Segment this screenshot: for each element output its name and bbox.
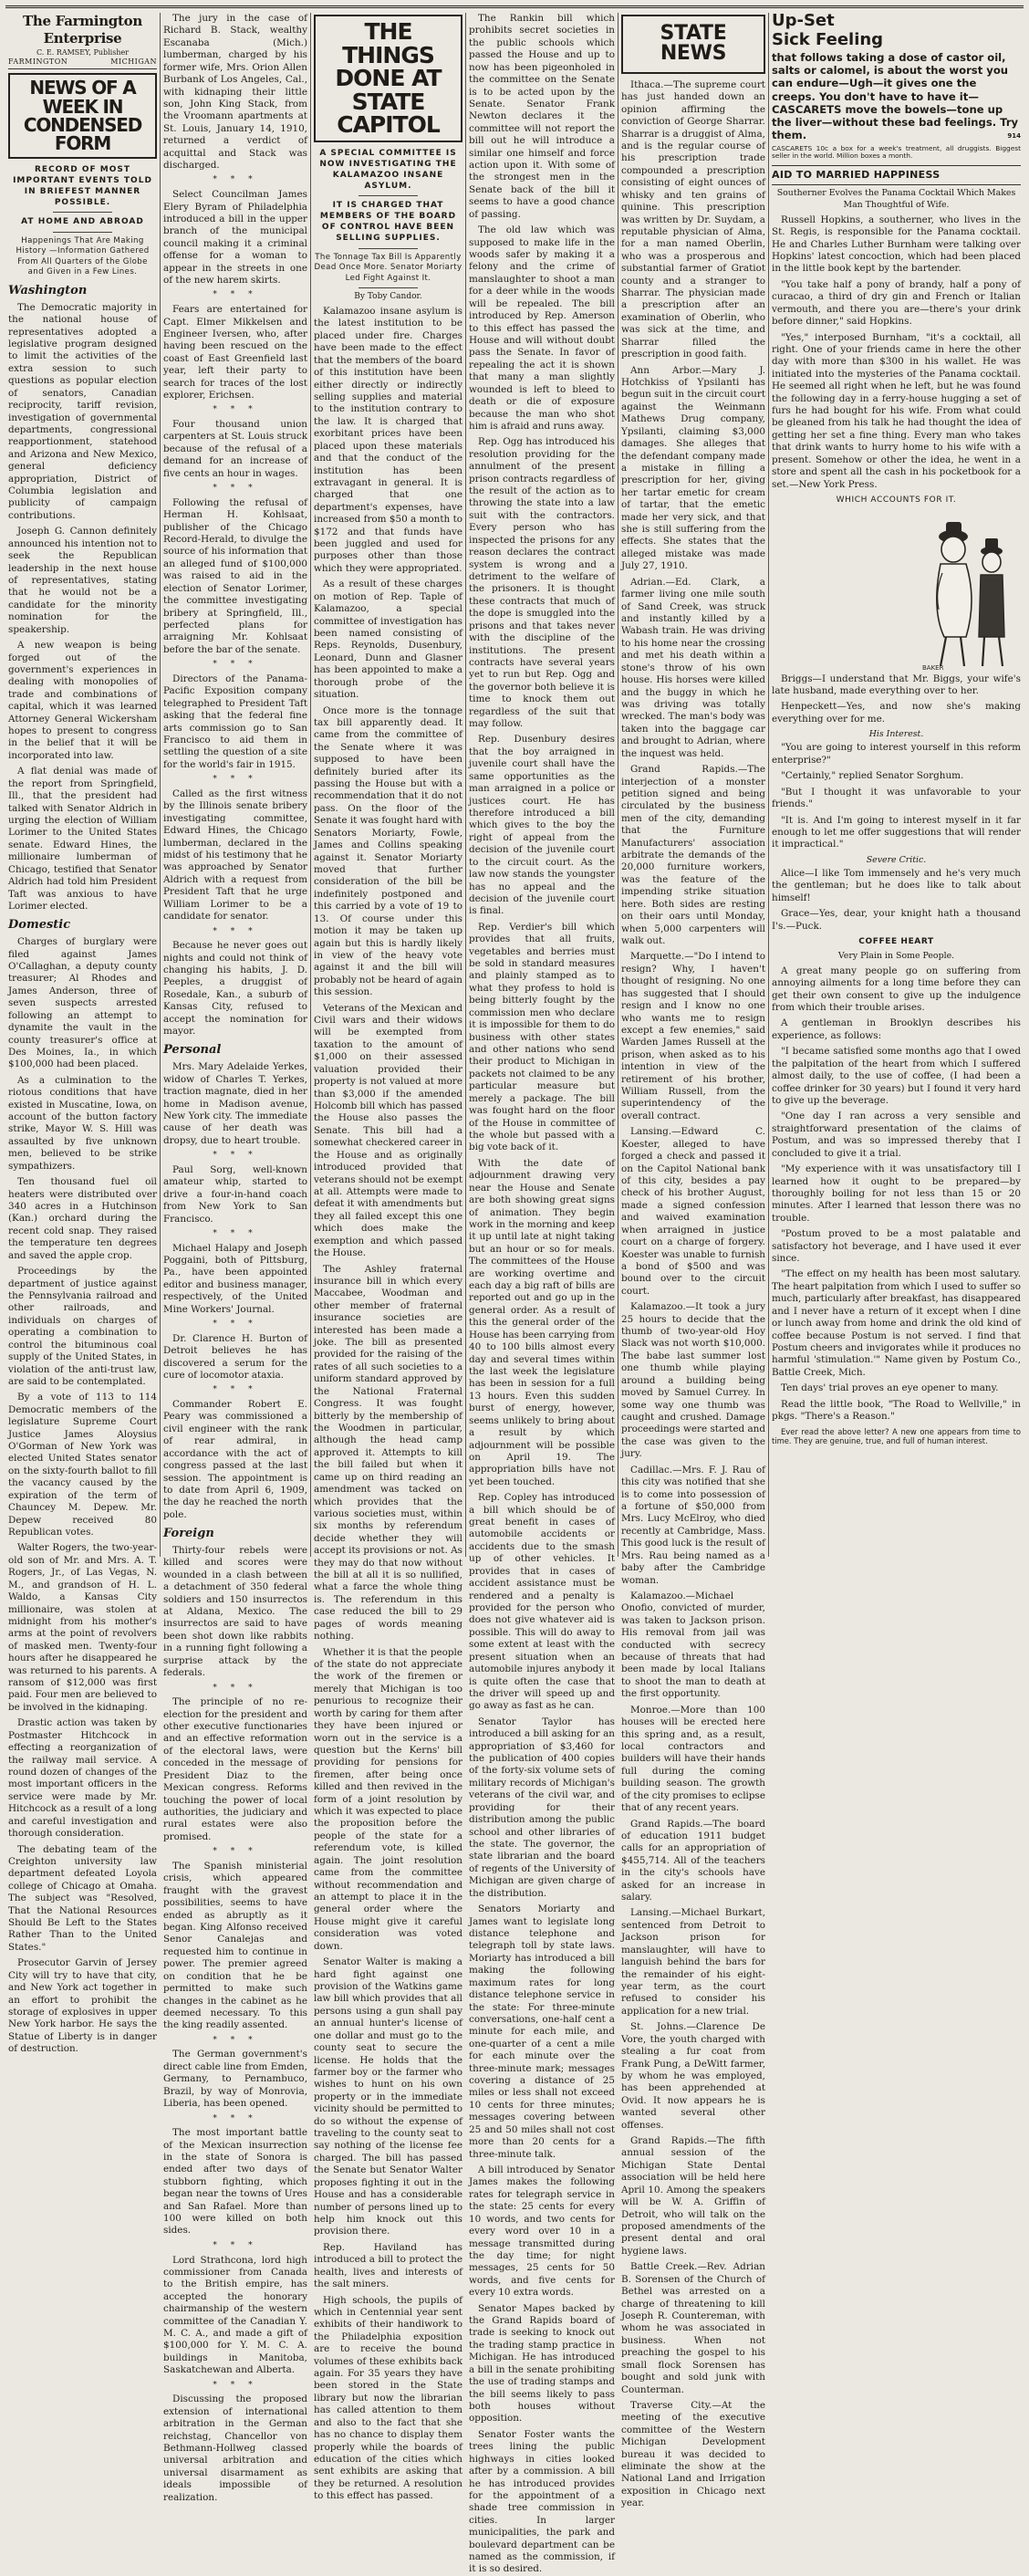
headline-state-news: STATE NEWS <box>621 15 765 74</box>
ad-body-text: that follows taking a dose of castor oil, salts or calomel, is about the worst you can endure—Ugh—it gives one the creeps. You don't have to have it—CASCARETS move the bowels—tone up the liver—without these bad feelings. Try them. <box>772 50 1019 142</box>
separator-stars: * * * <box>213 1319 258 1330</box>
article-paragraph: "One day I ran across a very sensible and straightforward presentation of the claims of Postum, and was so impressed thereby that I concluded to give it a trial. <box>772 1111 1021 1159</box>
news-item: Ithaca.—The supreme court has just handed down an opinion affirming the conviction of George Sharrar. Sharrar is a druggist of Alma, and is the regular course of his prescription trade compounded a prescription consisting of eight ounces of whisky and ten grains of quinine. This prescription was written by Dr. Suydam, a reputable physician of Alma, for a man named Oberlin, who was a prosperous and substantial farmer of Gratiot county and a stranger to Sharrar. The physician made a prescription after an examination of Oberlin, who was sick at the time, and Sharrar filled the prescription in good faith. <box>621 78 765 360</box>
separator-stars: * * * <box>213 290 258 300</box>
separator-stars: * * * <box>213 2113 258 2123</box>
article-paragraph: Whether it is that the people of the state do not appreciate the work of the firemen or merely that Michigan is too penurious to recognize their worth by caring for them after they have been injured or worn out in the service is a question but the Kerns' bill providing for pensions for firemen, after being once killed and then revived in the form of a joint resolution by which it was expected to place the proposition before the people of the state for a referendum vote, is killed again. The joint resolution came from the committee without recommendation and an attempt to place it in the general order where the House might give it careful consideration was voted down. <box>314 1646 463 1952</box>
deck-charged: IT IS CHARGED THAT MEMBERS OF THE BOARD OF CONTROL HAVE BEEN SELLING SUPPLIES. <box>319 201 457 244</box>
separator-stars: * * * <box>213 2240 258 2250</box>
article-paragraph: Read the little book, "The Road to Wellville," in pkgs. "There's a Reason." <box>772 1398 1021 1423</box>
deck-record: RECORD OF MOST IMPORTANT EVENTS TOLD IN BRIEFEST MANNER POSSIBLE. <box>13 164 152 208</box>
article-paragraph: Michael Halapy and Joseph Poggaini, both of Pittsburg, Pa., have been appointed editor and business manager, respectively, of the United Mine Workers' Journal. <box>163 1242 307 1315</box>
article-paragraph: Grace—Yes, dear, your knight hath a thousand I's.—Puck. <box>772 908 1021 932</box>
article-paragraph: Henpeckett—Yes, and now she's making everything over for me. <box>772 701 1021 725</box>
article-paragraph: Paul Sorg, well-known amateur whip, started to drive a four-in-hand coach from New York to San Francisco. <box>163 1163 307 1225</box>
ad-fine-print: CASCARETS 10c a box for a week's treatment, all druggists. Biggest seller in the world. Million boxes a month. <box>772 143 1021 161</box>
column-6 <box>768 13 1024 1557</box>
article-paragraph: By a vote of 113 to 114 Democratic members of the legislature Supreme Court Justice James Aloysius O'Gorman of New York was elected United States senator on the sixty-fourth ballot to fill the vacancy caused by the expiration of the term of Chauncey M. Depew. Mr. Depew received 80 Republican votes. <box>8 1392 157 1538</box>
masthead-location <box>8 57 157 67</box>
news-item: Marquette.—"Do I intend to resign? Why, I haven't thought of resigning. No one has suggested that I should resign and I know no one who wants me to resign except a few enemies," said Warden James Russell at the prison, when asked as to his intention in view of the retirement of his brother, William Russell, from the superintendency of the overall contract. <box>621 951 765 1121</box>
masthead <box>8 13 157 69</box>
article-paragraph: Proceedings by the department of justice against the Pennsylvania railroad and other railroads, and individuals on charges of operating a combination to control the bituminous coal supply of the United States, in violation of the anti-trust law, are said to be contemplated. <box>8 1266 157 1387</box>
separator-stars: * * * <box>213 1847 258 1857</box>
article-paragraph: A flat denial was made of the report from Springfield, Ill., that the president had talked with Senator Aldrich in urging the election of William Lorimer to the United States senate. Edward Hines, the millionaire lumberman of Chicago, testified that Senator Aldrich had told him President Taft was anxious to have Lorimer elected. <box>8 766 157 912</box>
article-paragraph: "My experience with it was unsatisfactory till I learned how it ought to be prepared—by thoroughly boiling for not less than 15 or 20 minutes. After I learned that lesson there was no trouble. <box>772 1163 1021 1224</box>
article-paragraph: Select Councilman James Elery Byram of Philadelphia introduced a bill in the upper branch of the municipal council making it a criminal offense for a woman to appear in the streets in one of the new harem skirts. <box>163 189 307 287</box>
article-paragraph: The principle of no re-election for the president and other executive functionaries and an effective reformation of the electoral laws, were conceded in the message of President Diaz to the Mexican congress. Reforms touching the power of local authorities, the judiciary and rural estates were also promised. <box>163 1696 307 1842</box>
column-1 <box>5 13 160 2055</box>
separator-stars: * * * <box>213 775 258 785</box>
separator-stars: * * * <box>213 2380 258 2390</box>
headline-married-happiness: AID TO MARRIED HAPPINESS <box>772 165 1021 185</box>
column-4 <box>465 13 618 2575</box>
cartoon-two-men-illustration <box>919 509 1021 673</box>
article-paragraph: Rep. Dusenbury desires that the boy arraigned in juvenile court shall have the same opportunities as the man arraigned in a police or justices court. He has therefore introduced a bill which gives to the boy the right of appeal from the decision of the juvenile court to the circuit court. As the law now stands the youngster has no appeal and the decision of the juvenile court is final. <box>469 734 615 917</box>
article-paragraph: Alice—I like Tom immensely and he's very much the gentleman; but he does like to talk about himself! <box>772 867 1021 903</box>
deck-panama-cocktail: Southerner Evolves the Panama Cocktail Which Makes Man Thoughtful of Wife. <box>776 188 1016 210</box>
top-rule <box>5 5 1024 8</box>
article-paragraph: "The effect on my health has been most salutary. The heart palpitation from which I used to suffer so much, particularly after breakfast, has disappeared and I never have a return of it except when I dine or lunch away from home and drink the old kind of coffee because Postum is not served. I find that Postum cheers and invigorates while it produces no harmful 'stimulation.'" Name given by Postum Co., Battle Creek, Mich. <box>772 1268 1021 1378</box>
section-domestic: Domestic <box>8 918 71 933</box>
news-item: Grand Rapids.—The fifth annual session of the Michigan State Dental association will be held here April 10. Among the speakers will be W. A. Griffin of Detroit, who will talk on the proposed amendments of the present dental and oral hygiene laws. <box>621 2135 765 2257</box>
article-paragraph: Dr. Clarence H. Burton of Detroit believes he has discovered a serum for the cure of locomotor ataxia. <box>163 1332 307 1381</box>
masthead-state: MICHIGAN <box>110 57 157 66</box>
headline-news-of-week: NEWS OF A WEEK IN CONDENSED FORM <box>8 73 157 159</box>
article-paragraph: Rep. Ogg has introduced his resolution providing for the annulment of the present prison contracts regardless of the result of the action as to throwing the state into a law suit with the contractors. Every person who has inspected the prisons for any reason declares the contract system is wrong and a detriment to the welfare of the prisoners. It is thought these contracts that much of the dope is smuggled into the prisons and that takes never with the discipline of the institutions. The present contracts have several years yet to run but Rep. Ogg and the governor both believe it is time to knock them out regardless of the suit that may follow. <box>469 436 615 730</box>
news-item: Ann Arbor.—Mary J. Hotchkiss of Ypsilanti has begun suit in the circuit court against the Weinmann Mathews Drug company, Ypsilanti, claiming $3,000 damages. She alleges that the defendant company made a mistake in filling a prescription for her, giving her tartar emetic for cream of tartar, that the emetic made her very sick, and that she is still suffering from the effects. She states that the alleged mistake was made July 27, 1910. <box>621 364 765 572</box>
news-item: Kalamazoo.—Michael Onofio, convicted of murder, was taken to Jackson prison. His removal from jail was conducted with secrecy because of threats that had been made by local Italians to shoot the man to death at the first opportunity. <box>621 1590 765 1700</box>
news-item: Monroe.—More than 100 houses will be erected here this spring and, as a result, local contractors and builders will have their hands full during the coming building season. The growth of the city promises to eclipse that of any recent years. <box>621 1704 765 1814</box>
section-foreign: Foreign <box>163 1527 214 1541</box>
article-paragraph: A great many people go on suffering from annoying ailments for a long time before they can get their own consent to give up the indulgence from which their trouble arises. <box>772 965 1021 1014</box>
article-paragraph: The Spanish ministerial crisis, which appeared fraught with the gravest possibilities, seems to have ended as abruptly as it began. King Alfonso received Senor Canalejas and requested him to continue in power. The premier agreed on condition that he be permitted to make such changes in the cabinet as he deemed necessary. To this the king readily assented. <box>163 1860 307 2031</box>
article-paragraph: "Postum proved to be a most palatable and satisfactory hot beverage, and I have used it ever since. <box>772 1228 1021 1265</box>
news-item: Grand Rapids.—The board of education 1911 budget calls for an appropriation of $455,714. All of the teachers in the city's schools have asked for an increase in salary. <box>621 1818 765 1903</box>
article-paragraph: Ten thousand fuel oil heaters were distributed over 340 acres in a Hutchinson (Kan.) orchard during the recent cold snap. They raised the temperature ten degrees and saved the apple crop. <box>8 1176 157 1261</box>
article-paragraph: The Democratic majority in the national house of representatives adopted a legislative program designed to limit the activities of the extra session to such questions as popular election of senators, Canadian reciprocity, tariff revision, investigation of governmental departments, congressional reapportionment, statehood and Arizona and New Mexico, general deficiency appropriation, District of Columbia legislation and publicity of campaign contributions. <box>8 301 157 521</box>
article-paragraph: A gentleman in Brooklyn describes his experience, as follows: <box>772 1017 1021 1041</box>
column-2 <box>160 13 310 2503</box>
article-paragraph: Called as the first witness by the Illinois senate bribery investigating committee, Edward Hines, the Chicago lumberman, declared in the midst of his testimony that he was approached by Senator Aldrich with a request from President Taft that he urge William Lorimer to be a candidate for senator. <box>163 787 307 923</box>
article-paragraph: Lord Strathcona, lord high commissioner from Canada to the British empire, has accepted the honorary chairmanship of the western committee of the Canadian Y. M. C. A., and made a gift of $100,000 for Y. M. C. A. buildings in Manitoba, Saskatchewan and Alberta. <box>163 2254 307 2376</box>
article-paragraph: Joseph G. Cannon definitely announced his intention not to seek the Republican leadership in the next house of representatives, stating that he would not be a candidate for the minority nomination for the speakership. <box>8 526 157 635</box>
article-paragraph: Senator Taylor has introduced a bill asking for an appropriation of $3,460 for the publication of 400 copies of the forty-six volume sets of military records of Michigan's veterans of the civil war, and providing for their distribution among the public school and other libraries of the state. The governor, the state librarian and the board of regents of the University of Michigan are given charge of the distribution. <box>469 1716 615 1899</box>
article-paragraph: The debating team of the Creighton university law department defeated Loyola college of Chicago at Omaha. The subject was "Resolved, That the National Resources Should Be Left to the States Rather Than to the United States." <box>8 1843 157 1953</box>
article-paragraph: A bill introduced by Senator James makes the following rates for telegraph service in the state: 25 cents for every 10 words, and two cents for every word over 10 in a message transmitted during the day time; for night messages, 25 cents for 50 words, and five cents for every 10 extra words. <box>469 2164 615 2299</box>
separator-stars: * * * <box>213 175 258 185</box>
column-5 <box>618 13 768 2509</box>
article-paragraph: Discussing the proposed extension of international arbitration in the German reichstag, Chancellor von Bethmann-Hollweg classed universal arbitration and universal disarmament as ideals impossible of realization. <box>163 2393 307 2503</box>
article-paragraph: "Certainly," replied Senator Sorghum. <box>781 770 964 782</box>
divider <box>359 287 418 288</box>
article-paragraph: Charges of burglary were filed against James O'Callaghan, a deputy county treasurer; Al Rhodes and James Anderson, three of seven suspects arrested following an attempt to dynamite the vault in the county treasurer's office at Des Moines, Ia., in which $100,000 had been placed. <box>8 936 157 1070</box>
headline-his-interest: His Interest. <box>868 729 924 740</box>
byline: By Toby Candor. <box>354 292 422 302</box>
divider <box>359 248 418 249</box>
separator-stars: * * * <box>213 1683 258 1693</box>
article-paragraph: Thirty-four rebels were killed and scores were wounded in a clash between a detachment of 350 federal soldiers and 150 insurrectos at Aldana, Mexico. The insurrectos are said to have been shot down like rabbits in a running fight following a surprise attack by the federals. <box>163 1544 307 1679</box>
article-paragraph: "I became satisfied some months ago that I owed the palpitation of the heart from which I suffered almost daily, to the use of coffee, (I had been a coffee drinker for 30 years) but I found it very hard to give up the beverage. <box>772 1046 1021 1106</box>
article-paragraph: Four thousand union carpenters at St. Louis struck because of the refusal of a demand for an increase of five cents an hour in wages. <box>163 419 307 479</box>
news-item: Lansing.—Michael Burkart, sentenced from Detroit to Jackson prison for manslaughter, will have to languish behind the bars for the remainder of his eight-year term, as the court refused to consider his application for a new trial. <box>621 1907 765 2017</box>
article-paragraph: Once more is the tonnage tax bill apparently dead. It came from the committee of the Senate where it was supposed to have been definitely buried after its passing the House but with a recommendation that it do not pass. On the floor of the Senate it was fought hard with Senators Moriarty, Fowle, James and Collins speaking against it. Senator Moriarty moved that further consideration of the bill be indefinitely postponed and this carried by a vote of 19 to 13. Of course under this motion it may be taken up again but this is hardly likely in view of the heavy vote against it and the bill will probably not be heard of again this session. <box>314 704 463 998</box>
article-paragraph: "You take half a pony of brandy, half a pony of curacao, a third of dry gin and French or Italian vermouth, and there you are—there's your drink before dinner," said Hopkins. <box>772 278 1021 328</box>
article-paragraph: Senator Walter is making a hard fight against one provision of the Watkins game law bill which provides that all persons using a gun shall pay an annual hunter's license of one dollar and must go to the county seat to secure the license. He holds that the farmer boy or the farmer who wishes to hunt on his own property or in the immediate vicinity should be permitted to do so without the expense of traveling to the county seat to say nothing of the license fee charged. The bill has passed the Senate but Senator Walter proposes fighting it out in the House and has a considerable number of persons lined up to help him knock out this provision there. <box>314 1956 463 2237</box>
separator-stars: * * * <box>213 926 258 936</box>
article-paragraph: "It is. And I'm going to interest myself in it far enough to let me offer suggestions that will render it impractical." <box>772 814 1021 850</box>
deck-special-committee: A SPECIAL COMMITTEE IS NOW INVESTIGATING THE KALAMAZOO INSANE ASYLUM. <box>319 148 457 191</box>
article-paragraph: As a culmination to the riotous conditions that have existed in Muscatine, Iowa, on account of the button factory strike, Mayor W. S. Hill was assaulted by five unknown men, believed to be strike sympathizers. <box>8 1074 157 1172</box>
article-paragraph: Fears are entertained for Capt. Elmer Mikkelsen and Engineer Iversen, who, after having been rescued on the coast of East Greenfield last year, left their party to search for traces of the lost explorer, Erichsen. <box>163 304 307 402</box>
article-paragraph: The jury in the case of Richard B. Stack, wealthy Escanaba (Mich.) lumberman, charged by his former wife, Mrs. Orion Allen Burbank of Los Angeles, Cal., with kidnaping their little son, John King Stack, from the Vroomann apartments at St. Louis, January 14, 1910, returned a verdict of acquittal and Stack was discharged. <box>163 13 307 172</box>
article-paragraph: Ever read the above letter? A new one appears from time to time. They are genuine, true, and full of human interest. <box>772 1426 1021 1446</box>
article-paragraph: "Yes," interposed Burnham, "it's a cocktail, all right. One of your friends came in here the other day with more than $300 in his wallet. He was initiated into the mysteries of the Panama cocktail. He seemed all right when he left, but he was found the following day in a ferry-house hugging a set of furs he had bought for his wife. From what could be gleaned from his talk he had thought the idea of getting her set a fine thing. Every man who takes that drink wants to hurry home to his wife with a present. Somehow or other the idea, he went in a store and spent all the cash in his pocketbook for a set.—New York Press. <box>772 331 1021 490</box>
cartoon-signature: BAKER <box>922 663 944 672</box>
news-item: Lansing.—Edward C. Koester, alleged to have forged a check and passed it on the Capitol National bank of this city, besides a pay check of his brother August, made a signed confession and waived examination when arraigned in justice court on a charge of forgery. Koester was unable to furnish a bond of $500 and was bound over to the circuit court. <box>621 1126 765 1297</box>
separator-stars: * * * <box>213 1385 258 1395</box>
news-item: Traverse City.—At the meeting of the executive committee of the Western Michigan Development bureau it was decided to eliminate the show at the National Land and Irrigation exposition in Chicago next year. <box>621 2399 765 2509</box>
article-paragraph: The Rankin bill which prohibits secret societies in the public schools which passed the House and up to now has been pigeonholed in the committee on the Senate is to be acted upon by the Senate. Senator Frank Newton declares it the committee will not report the bill out he will introduce a similar one himself and force action upon it. With some of the strongest men in the Senate back of the bill it seems to have a good chance of passing. <box>469 13 615 220</box>
separator-stars: * * * <box>213 405 258 415</box>
news-item: Kalamazoo.—It took a jury 25 hours to decide that the thumb of two-year-old Hoy Slack was not worth $10,000. The babe last summer lost one thumb while playing around a building being moved by Samuel Currey. In some way one thumb was caught and crushed. Damage proceedings were started and the case was given to the jury. <box>621 1301 765 1460</box>
cartoon-block <box>772 509 1021 673</box>
separator-stars: * * * <box>213 484 258 494</box>
separator-stars: * * * <box>213 660 258 670</box>
article-paragraph: Kalamazoo insane asylum is the latest institution to be placed under fire. Charges have been made to the effect that the members of the board of this institution have been either directly or indirectly selling supplies and material to the institution contrary to the law. It is charged that exorbitant prices have been placed upon these materials and that the conduct of the institution has been extravagant in general. It is charged that one department's expenses, have increased from $50 a month to $172 and that funds have been juggled and used for purposes other than those which they were appropriated. <box>314 306 463 574</box>
article-paragraph: As a result of these charges on motion of Rep. Taple of Kalamazoo, a special committee of investigation has been named consisting of Reps. Reynolds, Dusenbury, Leonard, Dunn and Glasner has been appointed to make a thorough probe of the situation. <box>314 579 463 701</box>
news-item: St. Johns.—Clarence De Vore, the youth charged with stealing a fur coat from Frank Pung, a DeWitt farmer, by whom he was employed, has been apprehended at Ovid. It now appears he is wanted several other offenses. <box>621 2021 765 2131</box>
masthead-title: The Farmington Enterprise <box>23 13 142 47</box>
headline-which-accounts: WHICH ACCOUNTS FOR IT. <box>836 495 957 505</box>
divider <box>53 232 112 233</box>
article-paragraph: Rep. Verdier's bill which provides that all fruits, vegetables and berries must be sold in standard measures and plainly stamped as to what they profess to hold is being bitterly fought by the commission men who declare it is impossible for them to do business with other states and other nations who send their product to Michigan in packets not claimed to be any particular measure but merely a package. The bill was fought hard on the floor of the House in committee of the whole but passed with a big vote back of it. <box>469 921 615 1153</box>
article-paragraph: Commander Robert E. Peary was commissioned a civil engineer with the rank of rear admiral, in accordance with the act of congress passed at the last session. The appointment is to date from April 6, 1909, the day he reached the north pole. <box>163 1398 307 1520</box>
article-paragraph: Prosecutor Garvin of Jersey City will try to have that city, and New York act together in an effort to prohibit the storage of explosives in upper New York harbor. He says the Statue of Liberty is in danger of destruction. <box>8 1957 157 2055</box>
article-paragraph: Senator Foster wants the trees lining the public highways in cities looked after by a commission. A bill he has introduced provides for the appointment of a shade tree commission in cities. In larger municipalities, the park and boulevard department can be named as the commission, if it is so desired. <box>469 2428 615 2575</box>
article-paragraph: The German government's direct cable line from Emden, Germany, to Pernambuco, Brazil, by way of Monrovia, Liberia, has been opened. <box>163 2049 307 2110</box>
article-paragraph: High schools, the pupils of which in Centennial year sent exhibits of their handiwork to the Philadelphia exposition are to receive the bound volumes of these exhibits back again. For 35 years they have been stored in the State library but now the librarian has called attention to them and also to the fact that she has no chance to display them properly while the boards of education of the cities which sent exhibits are asking that they be returned. A resolution to this effect has passed. <box>314 2294 463 2502</box>
deck-home-abroad: AT HOME AND ABROAD <box>21 217 144 227</box>
article-paragraph: Briggs—I understand that Mr. Biggs, your wife's late husband, made everything over to her. <box>772 673 1021 697</box>
article-paragraph: The most important battle of the Mexican insurrection in the state of Sonora is ended after two days of stubborn fighting, which began near the towns of Ures and San Rafael. More than 100 were killed on both sides. <box>163 2127 307 2237</box>
deck-tonnage-tax: The Tonnage Tax Bill Is Apparently Dead Once More. Senator Moriarty Led Fight Against It. <box>314 252 463 283</box>
article-paragraph: The Ashley fraternal insurance bill in which every Maccabee, Woodman and other member of fraternal insurance societies are interested has been made a joke. The bill as presented provided for the raising of the rates of all such societies to a uniform standard approved by the National Fraternal Congress. It was fought bitterly by the membership of the Woodmen in particular, although the head camp approved it. Attempts to kill the bill failed but when it came up on third reading an amendment was tacked on which provides that the various societies must, within six months by referendum decide whether they will accept its provisions or not. As they may do that now without the bill at all it is so nullified, what a farce the whole thing is. The referendum in this case reduced the bill to 29 pages of words meaning nothing. <box>314 1263 463 1643</box>
article-paragraph: Mrs. Mary Adelaide Yerkes, widow of Charles T. Yerkes, traction magnate, died in her home in Madison avenue, New York city. The immediate cause of her death was dropsy, due to heart trouble. <box>163 1061 307 1146</box>
ad-code: 914 <box>1007 132 1021 141</box>
headline-severe-critic: Severe Critic. <box>866 854 927 865</box>
article-paragraph: Because he never goes out nights and could not think of changing his habits, J. D. Peeples, a druggist of Rosedale, Kan., a suburb of Kansas City, refused to accept the nomination for mayor. <box>163 940 307 1038</box>
news-item: Adrian.—Ed. Clark, a farmer living one mile south of Sand Creek, was struck and instantly killed by a Wabash train. He was driving to his home near the crossing and met his death within a stone's throw of his own house. His horses were killed and the buggy in which he was driving was totally wrecked. The man's body was taken into the baggage car and brought to Adrian, where the inquest was held. <box>621 576 765 759</box>
article-paragraph: "But I thought it was unfavorable to your friends." <box>772 786 1021 810</box>
section-washington: Washington <box>8 283 88 297</box>
article-paragraph: Walter Rogers, the two-year-old son of Mr. and Mrs. A. T. Rogers, Jr., of Las Vegas, N. M., and grandson of H. L. Waldo, a Kansas City millionaire, was stolen at midnight from his mother's arms at the point of revolvers of masked men. Twenty-four hours after he disappeared he was returned to his parents. A ransom of $12,000 was first paid. Four men are believed to be involved in the kidnaping. <box>8 1542 157 1713</box>
deck-very-plain: Very Plain in Some People. <box>837 950 955 961</box>
article-paragraph: Rep. Haviland has introduced a bill to protect the health, lives and interests of the salt miners. <box>314 2241 463 2290</box>
article-paragraph: Ten days' trial proves an eye opener to many. <box>781 1382 999 1394</box>
article-paragraph: A new weapon is being forged out of the government's experiences in dealing with monopolies of trade and combinations of capital, which it was learned Attorney General Wickersham hopes to present to congress in the belief that it will be incorporated into law. <box>8 640 157 761</box>
ad-body <box>772 51 1021 142</box>
article-paragraph: Following the refusal of Herman H. Kohlsaat, publisher of the Chicago Record-Herald, to divulge the source of his information that an alleged fund of $100,000 was raised to aid in the election of Senator Lorimer, the committee investigating bribery at Springfield, Ill., perfected plans for arraigning Mr. Kohlsaat before the bar of the senate. <box>163 496 307 655</box>
article-paragraph: Drastic action was taken by Postmaster Hitchcock in effecting a reorganization of the railway mail service. A round dozen of changes of the most important officers in the service were made by Mr. Hitchcock as a result of a long and careful investigation and thorough consideration. <box>8 1717 157 1840</box>
separator-stars: * * * <box>213 1228 258 1238</box>
article-paragraph: Directors of the Panama-Pacific Exposition company telegraphed to President Taft asking that the federal fine arts commission go to San Francisco to aid them in settling the question of a site for the world's fair in 1915. <box>163 673 307 770</box>
ad-title-upset: Up-Set <box>772 11 835 30</box>
deck-happenings: Happenings That Are Making History —Information Gathered From All Quarters of the Globe and Given in a Few Lines. <box>16 235 150 277</box>
article-paragraph: The old law which was supposed to make life in the woods safer by making it a felony and the crime of manslaughter to shoot a man for a deer while in the woods will be repealed. The bill introduced by Rep. Amerson to this effect has passed the House and will without doubt pass the Senate. In favor of repealing the act it is shown that many a man slightly wounded is left to bleed to death or die of exposure because the man who shot him is afraid and runs away. <box>469 224 615 432</box>
masthead-publisher: C. E. RAMSEY, Publisher <box>36 47 130 57</box>
article-paragraph: Senator Mapes backed by the Grand Rapids board of trade is seeking to knock out the trading stamp practice in Michigan. He has introduced a bill in the senate prohibiting the use of trading stamps and the bill seems likely to pass both houses without opposition. <box>469 2302 615 2425</box>
article-paragraph: Russell Hopkins, a southerner, who lives in the St. Regis, is responsible for the Panama cocktail. He and Charles Luther Burnham were talking over Hopkins' latest concoction, which had been placed in the little book kept by the bartender. <box>772 214 1021 275</box>
news-item: Cadillac.—Mrs. F. J. Rau of this city was notified that she is to come into possession of a fortune of $50,000 from Mrs. Lucy McElroy, who died recently at Cambridge, Mass. This good luck is the result of Mrs. Rau being named as a baby after the Cambridge woman. <box>621 1464 765 1586</box>
article-paragraph: Rep. Copley has introduced a bill which should be of great benefit in cases of automobile accidents or accidents due to the smash up of other vehicles. It provides that in cases of accident assistance must be rendered and a penalty is provided for the person who does not give whatever aid is possible. This will do away to some extent at least with the present situation when an automobile injures anybody it is quite often the case that the driver will speed up and go away as fast as he can. <box>469 1492 615 1712</box>
column-3 <box>310 13 465 2502</box>
headline-coffee-heart: COFFEE HEART <box>858 937 934 947</box>
divider <box>359 195 418 196</box>
article-paragraph: With the date of adjournment drawing very near the House and Senate are both showing great signs of animation. They begin work in the morning and keep it up until late at night taking but an hour or so for meals. The committees of the House are working overtime and each day a big raft of bills are reported out and go up in the general order. As a result of this the general order of the House has been carrying from 40 to 100 bills almost every day and several times within the last week the legislature has been in session for a full 13 hours. Even this sudden burst of energy, however, seems unlikely to bring about a result by which adjournment will be possible on April 19. The appropriation bills have not yet been touched. <box>469 1157 615 1487</box>
separator-stars: * * * <box>213 1151 258 1161</box>
news-item: Battle Creek.—Rev. Adrian B. Sorensen of the Church of Bethel was arrested on a charge of threatening to kill Joseph R. Countereman, with whom he was associated in business. When not preaching the gospel to his small flock Sorensen has bought and sold junk with Counterman. <box>621 2261 765 2395</box>
divider <box>53 212 112 213</box>
article-paragraph: Veterans of the Mexican and Civil wars and their widows will be exempted from taxation to the amount of $1,000 on their assessed valuation provided their property is not valued at more than $3,000 if the amended Holcomb bill which has passed the House also passes the Senate. This bill had a somewhat checkered career in the House and as originally introduced provided that veterans should not be exempt at all. Attempts were made to defeat it with amendments but they all failed except this one which does make the exemption and which passed the House. <box>314 1002 463 1259</box>
article-paragraph: Senators Moriarty and James want to legislate long distance telephone and telegraph toll by state laws. Moriarty has introduced a bill making the following maximum rates for long distance telephone service in the state: For three-minute conversations, one-half cent a minute for each mile, and one-quarter of a cent a mile for each minute over the three-minute mark; messages covering a distance of 25 miles or less shall not exceed 10 cents for three minutes; messages covering between 25 and 50 miles shall not cost more than 20 cents for a three-minute talk. <box>469 1903 615 2160</box>
news-item: Grand Rapids.—The interjection of a monster petition signed and being circulated by the business men of the city, demanding that the Furniture Manufacturers' association arbitrate the demands of the 20,000 furniture workers, was the feature of the impending strike situation here. Both sides are resting on their oars until Monday, when 5,000 carpenters will walk out. <box>621 764 765 946</box>
section-personal: Personal <box>163 1043 222 1058</box>
separator-stars: * * * <box>213 2035 258 2045</box>
cascarets-ad <box>772 13 1021 161</box>
headline-state-capitol: THE THINGS DONE AT STATE CAPITOL <box>314 15 463 142</box>
ad-title-sick-feeling: Sick Feeling <box>772 29 884 49</box>
article-paragraph: "You are going to interest yourself in this reform enterprise?" <box>772 742 1021 766</box>
masthead-city: FARMINGTON <box>8 57 68 66</box>
